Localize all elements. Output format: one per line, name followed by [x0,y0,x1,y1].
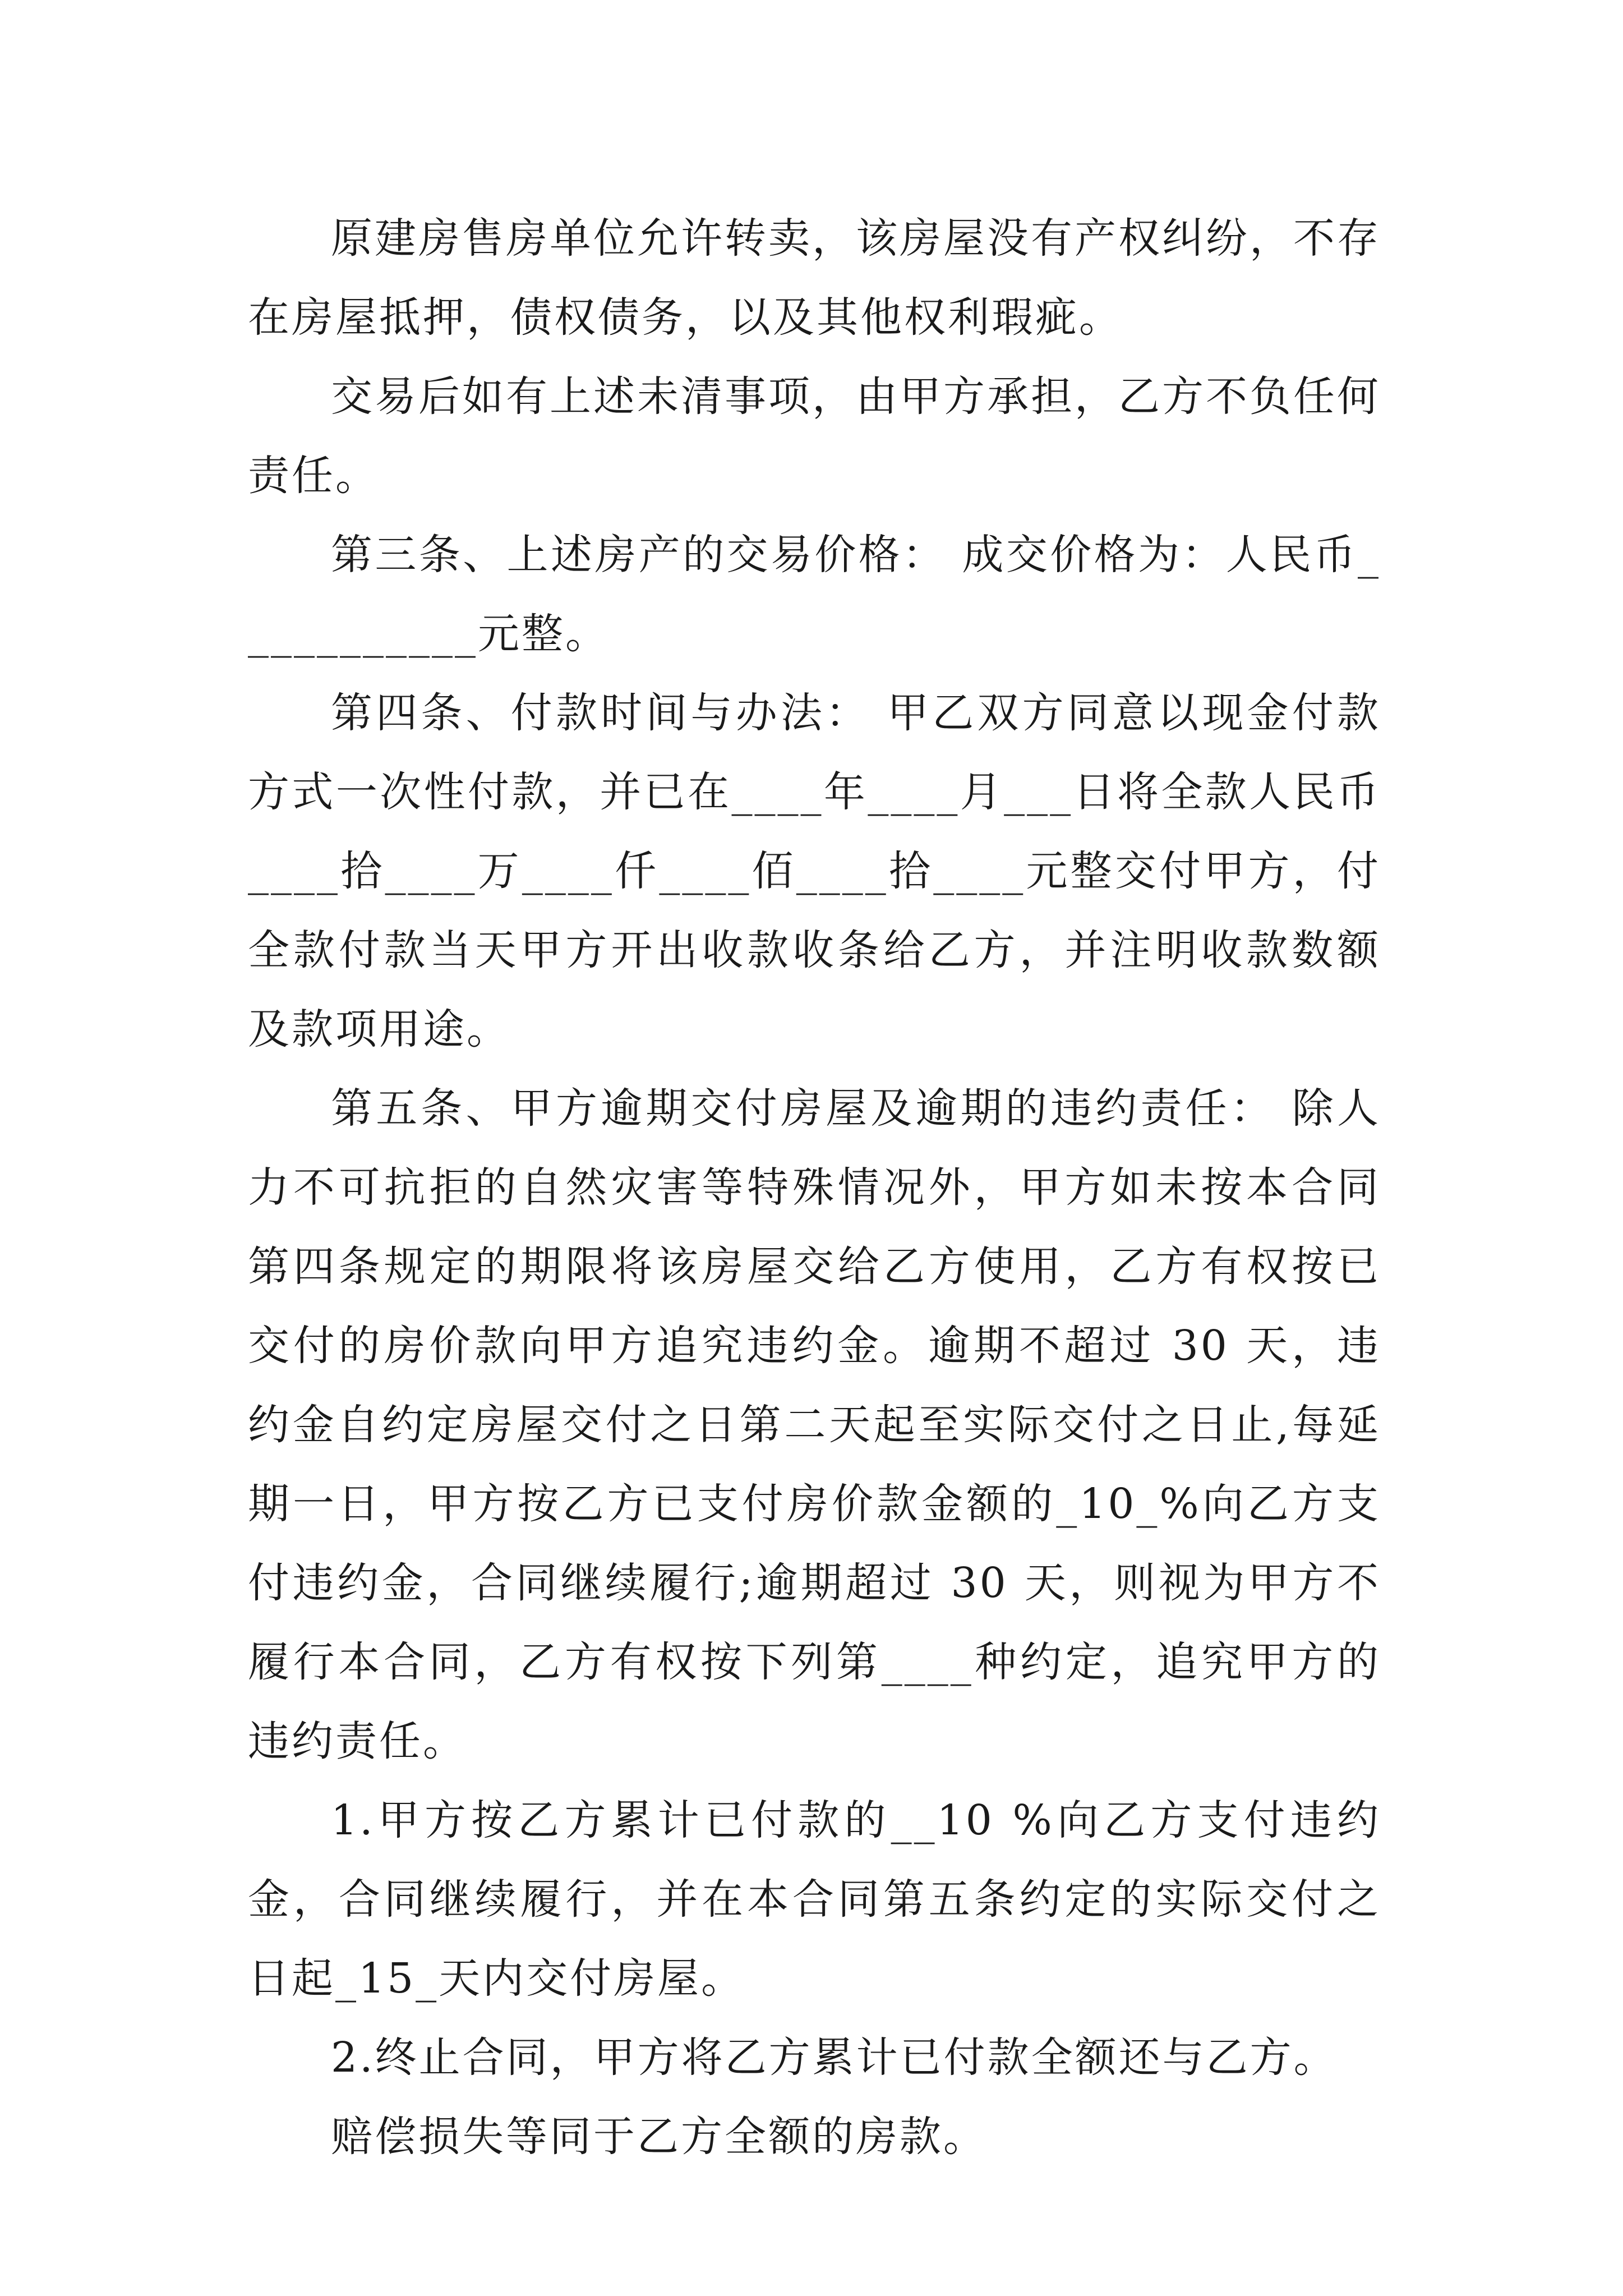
paragraph-clause-2: 2.终止合同，甲方将乙方累计已付款全额还与乙方。 [331,2033,1338,2082]
paragraph-article-5-late-delivery: 第五条、甲方逾期交付房屋及逾期的违约责任： 除人力不可抗拒的自然灾害等特殊情况外，甲方如未按本合同第四条规定的期限将该房屋交给乙方使用，乙方有权按已交付的房价款向甲方追究违约金。逾期不超过 30 天，违约金自约定房屋交付之日第二天起至实际交付之日止,每延期一日，甲方按乙方已支付房价款金额的_10_%向乙方支付违约金，合同继续履行;逾期超过 30 天，则视为甲方不履行本合同，乙方有权按下列第____种约定，追究甲方的违约责任。 [248,1084,1381,1765]
document-body [248,199,1381,2177]
paragraph-party-a-responsibility: 交易后如有上述未清事项，由甲方承担，乙方不负任何责任。 [248,372,1381,500]
paragraph-clause-1: 1.甲方按乙方累计已付款的__10 %向乙方支付违约金，合同继续履行，并在本合同第五条约定的实际交付之日起_15_天内交付房屋。 [248,1796,1381,2003]
paragraph-article-3-price: 第三条、上述房产的交易价格： 成交价格为：人民币___________元整。 [248,531,1381,658]
paragraph-no-property-dispute: 原建房售房单位允许转卖，该房屋没有产权纠纷，不存在房屋抵押，债权债务，以及其他权利瑕疵。 [248,214,1381,342]
paragraph-article-4-payment: 第四条、付款时间与办法： 甲乙双方同意以现金付款方式一次性付款，并已在____年____月___日将全款人民币____拾____万____仟____佰____拾____元整交付甲方，付全款付款当天甲方开出收款收条给乙方，并注明收款数额及款项用途。 [248,689,1381,1053]
paragraph-compensation: 赔偿损失等同于乙方全额的房款。 [331,2113,987,2161]
